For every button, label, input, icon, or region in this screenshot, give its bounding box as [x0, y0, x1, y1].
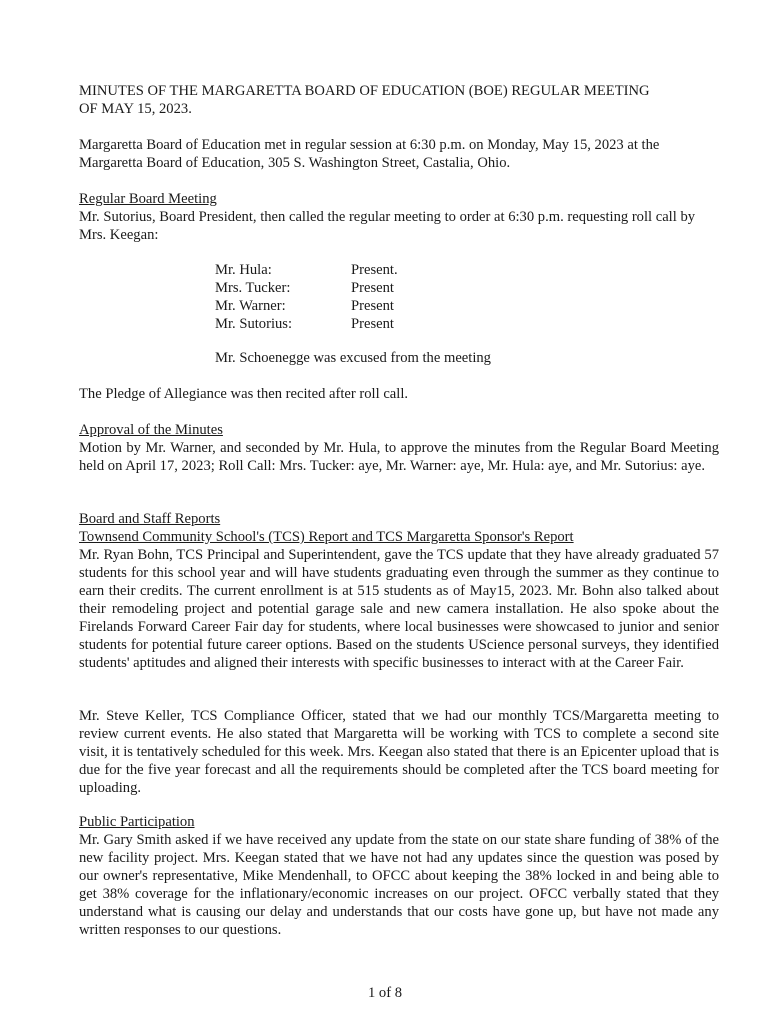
approval-heading: Approval of the Minutes: [79, 422, 223, 438]
regular-meeting-text: Mr. Sutorius, Board President, then called the regular meeting to order at 6:30 p.m. requesting roll call by Mrs. Keegan:: [79, 209, 696, 243]
roll-call-row: [215, 315, 575, 333]
excused-note: Mr. Schoenegge was excused from the meeting: [215, 350, 491, 366]
document-title: [79, 82, 719, 118]
intro-paragraph: Margaretta Board of Education met in regular session at 6:30 p.m. on Monday, May 15, 2023 at the Margaretta Board of Education, 305 S. Washington Street, Castalia, Ohio.: [79, 137, 660, 171]
member-status: Present: [351, 280, 394, 296]
roll-call-row: [215, 297, 575, 315]
reports-subheading: Townsend Community School's (TCS) Report and TCS Margaretta Sponsor's Report: [79, 529, 574, 545]
page-number: 1 of 8: [367, 985, 403, 1001]
reports-paragraph-1: Mr. Ryan Bohn, TCS Principal and Superintendent, gave the TCS update that they have already graduated 57 students for this school year and will have students graduating even through the summer as they continue to earn their credits. The current enrollment is at 515 students as of May15, 2023. Mr. Bohn also talked about their remodeling project and potential garage sale and new camera installation. He also spoke about the Firelands Forward Career Fair day for students, where local businesses were showcased to junior and senior students for potential future career options. Based on the students UScience personal surveys, they identified students' aptitudes and aligned their interests with specific businesses to interact with at the Career Fair.: [79, 547, 719, 671]
member-status: Present: [351, 316, 394, 332]
title-line-1: MINUTES OF THE MARGARETTA BOARD OF EDUCATION (BOE) REGULAR MEETING: [79, 83, 650, 99]
roll-call-row: [215, 279, 575, 297]
reports-paragraph-2: Mr. Steve Keller, TCS Compliance Officer, stated that we had our monthly TCS/Margaretta meeting to review current events. He also stated that Margaretta will be working with TCS to complete a second site visit, it is tentatively scheduled for this week. Mrs. Keegan also stated that there is an Epicenter upload that is due for the five year forecast and all the requirements should be completed after the TCS board meeting for uploading.: [79, 708, 719, 796]
member-status: Present: [351, 298, 394, 314]
reports-heading: Board and Staff Reports: [79, 511, 221, 527]
member-status: Present.: [351, 262, 398, 278]
public-participation-heading: Public Participation: [79, 814, 195, 830]
roll-call-row: [215, 261, 575, 279]
member-name: Mr. Sutorius:: [215, 316, 293, 332]
public-participation-text: Mr. Gary Smith asked if we have received any update from the state on our state share funding of 38% of the new facility project. Mrs. Keegan stated that we have not had any updates since the question was posed by our owner's representative, Mike Mendenhall, to OFCC about keeping the 38% locked in and being able to get 38% coverage for the inflationary/economic increases on our project. OFCC verbally stated that they understand what is causing our delay and understands that our costs have gone up, but have not made any written responses to our questions.: [79, 832, 719, 938]
pledge-text: The Pledge of Allegiance was then recited after roll call.: [79, 386, 409, 402]
approval-text: Motion by Mr. Warner, and seconded by Mr. Hula, to approve the minutes from the Regular Board Meeting held on April 17, 2023; Roll Call: Mrs. Tucker: aye, Mr. Warner: aye, Mr. Hula: aye, and Mr. Sutorius: aye.: [79, 440, 719, 474]
regular-meeting-heading: Regular Board Meeting: [79, 191, 217, 207]
title-line-2: OF MAY 15, 2023.: [79, 101, 192, 117]
member-name: Mrs. Tucker:: [215, 280, 291, 296]
roll-call-list: [215, 261, 575, 333]
member-name: Mr. Warner:: [215, 298, 286, 314]
member-name: Mr. Hula:: [215, 262, 272, 278]
